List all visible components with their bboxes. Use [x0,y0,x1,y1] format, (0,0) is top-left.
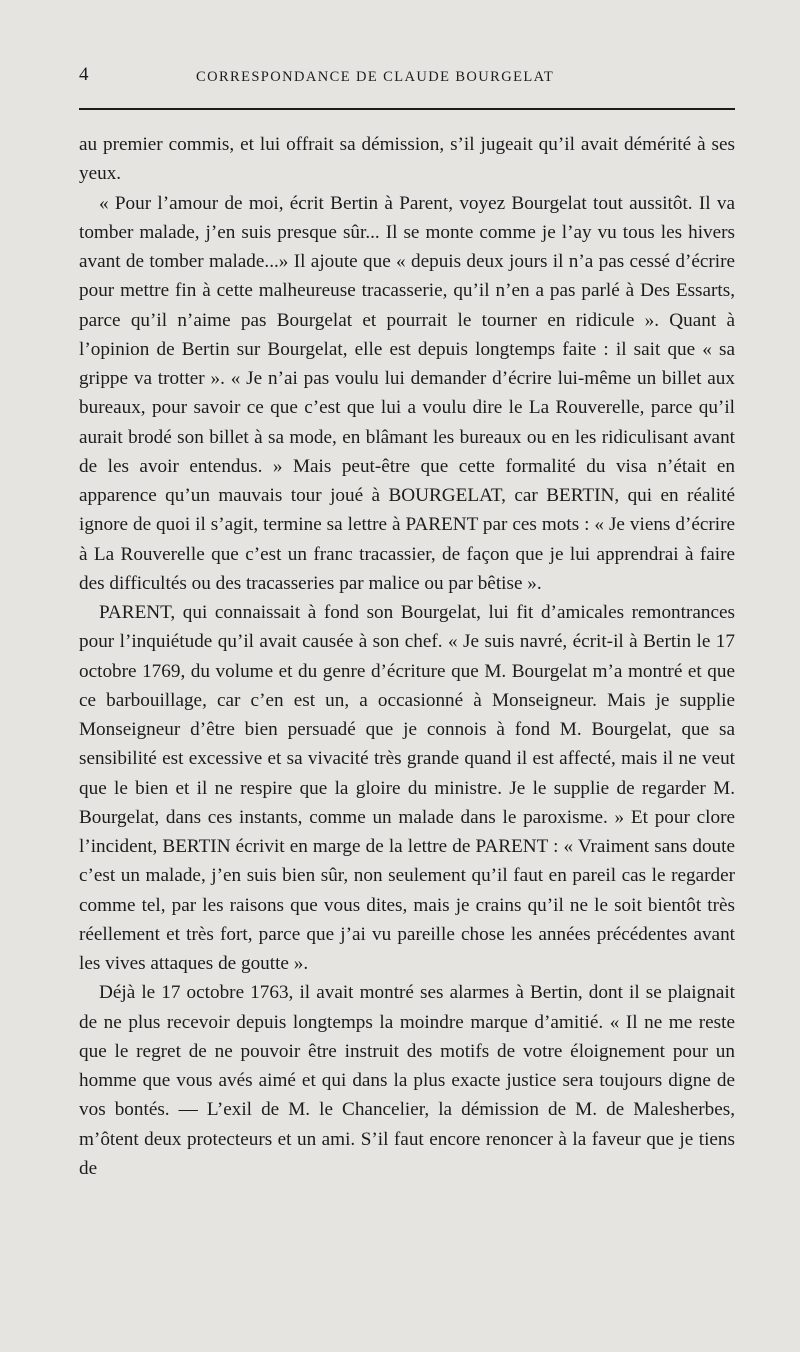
paragraph-3: PARENT, qui connaissait à fond son Bourgelat, lui fit d’amicales remontrances pour l’inquiétude qu’il avait causée à son chef. « Je suis navré, écrit-il à Bertin le 17 octobre 1769, du volume et du genre d’écriture que M. Bourgelat m’a montré et que ce barbouillage, car c’en est un, a occasionné à Monseigneur. Mais je supplie Monseigneur d’être bien persuadé que je connois à fond M. Bourgelat, que sa sensibilité est excessive et sa vivacité très grande quand il est affecté, mais il ne veut que le bien et il ne respire que la gloire du ministre. Je le supplie de regarder M. Bourgelat, dans ces instants, comme un malade dans le paroxisme. » Et pour clore l’incident, BERTIN écrivit en marge de la lettre de PARENT : « Vraiment sans doute c’est un malade, j’en suis bien sûr, non seulement qu’il faut en pareil cas le regarder comme tel, par les raisons que vous dites, mais je crains qu’il ne le soit bientôt très réellement et très fort, parce que j’ai vu pareille chose les années précédentes avant les vives attaques de goutte ». [79,602,735,974]
paragraph-1: au premier commis, et lui offrait sa démission, s’il jugeait qu’il avait démérité à ses yeux. [79,134,735,185]
page-header [79,64,735,90]
body-text [79,130,735,1183]
header-rule [79,108,735,110]
paragraph-2: « Pour l’amour de moi, écrit Bertin à Parent, voyez Bourgelat tout aussitôt. Il va tomber malade, j’en suis presque sûr... Il se monte comme je l’ay vu tous les hivers avant de tomber malade...» Il ajoute que « depuis deux jours il n’a pas cessé d’écrire pour mettre fin à cette malheureuse tracasserie, qu’il n’en a pas parlé à Des Essarts, parce qu’il n’aime pas Bourgelat et pourrait le tourner en ridicule ». Quant à l’opinion de Bertin sur Bourgelat, elle est depuis longtemps faite : il sait que « sa grippe va trotter ». « Je n’ai pas voulu lui demander d’écrire lui-même un billet aux bureaux, pour savoir ce que c’est que lui a voulu dire le La Rouverelle, parce qu’il aurait brodé son billet à sa mode, en blâmant les bureaux ou en les ridiculisant avant de les avoir entendus. » Mais peut-être que cette formalité du visa n’était en apparence qu’un mauvais tour joué à BOURGELAT, car BERTIN, qui en réalité ignore de quoi il s’agit, termine sa lettre à PARENT par ces mots : « Je viens d’écrire à La Rouverelle que c’est un franc tracassier, de façon que je lui apprendrai à faire des difficultés ou des tracasseries par malice ou par bêtise ». [79,192,735,594]
paragraph-4: Déjà le 17 octobre 1763, il avait montré ses alarmes à Bertin, dont il se plaignait de ne plus recevoir depuis longtemps la moindre marque d’amitié. « Il ne me reste que le regret de ne pouvoir être instruit des motifs de votre éloignement pour un homme que vous avés aimé et qui dans la plus exacte justice sera toujours digne de vos bontés. — L’exil de M. le Chancelier, la démission de M. de Malesherbes, m’ôtent deux protecteurs et un ami. S’il faut encore renoncer à la faveur que je tiens de [79,982,735,1179]
page-number: 4 [79,64,90,85]
running-head: CORRESPONDANCE DE CLAUDE BOURGELAT [196,69,555,85]
